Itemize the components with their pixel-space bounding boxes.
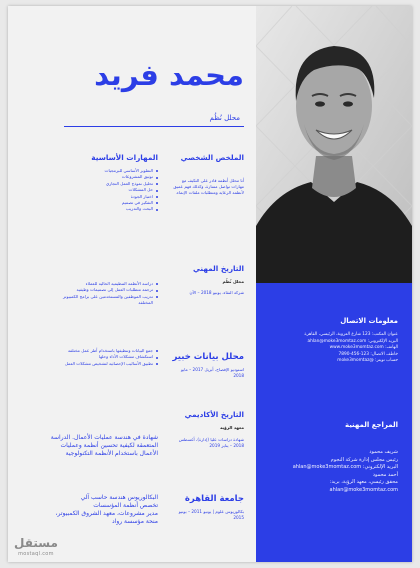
references-title: المراجع المهنية: [344, 421, 398, 429]
job2-duties: [54, 348, 158, 367]
education-dates: شهادة دراسات عليا (إدارة)، أغسطس 2018 – يناير 2019: [178, 437, 244, 448]
university-details: [50, 494, 158, 526]
duty-item: ترجمة متطلبات العمل إلى تصميمات وظيفية: [54, 287, 158, 293]
reference-line: البريد الإلكتروني: ahlan@moke3momtaz.com: [292, 464, 398, 471]
skill-item: التفكير في تصميم: [66, 200, 158, 206]
skill-item: حل المشكلات: [66, 187, 158, 193]
resume-sheet: [8, 6, 412, 562]
duty-item: استكشاف مشكلات الأداء وحلها: [54, 354, 158, 360]
duty-item: تطبيق الأساليب الإحصائية لتشخيص مشكلات العمل: [54, 361, 158, 367]
skill-item: اختبار الجودة: [66, 194, 158, 200]
contact-line: حساب تويتر: @moke3momtaz: [337, 358, 398, 364]
reference-line: ahlan@moke3momtaz.com: [329, 486, 398, 493]
education-title: التاريخ الأكاديمي: [184, 410, 244, 419]
contact-line: البريد الإلكتروني: ahlan@moke3momtaz.com: [307, 338, 398, 344]
job1-list: [54, 281, 158, 307]
profile-photo: [256, 6, 412, 283]
watermark-arabic: مستقل: [14, 536, 58, 550]
summary-text: أنا محلل أنظمة قادر على التكيف مع مهارات تواصل ممتازة، وكذلك فهم عميق لأنظمة الرعاية ومتطلبات ملفات الإنماء.: [173, 178, 244, 195]
job1-duties: [54, 281, 158, 307]
duty-item: تدريب الموظفين والمستخدمين على برامج الكمبيوتر المختلفة: [54, 294, 158, 307]
duty-item: جمع البيانات وتنظيفها باستخدام أطر عمل مختلفة: [54, 348, 158, 354]
duty-item: دراسة الأنظمة التنظيمية الحالية للعملاء: [54, 281, 158, 287]
contact-panel: [256, 283, 412, 562]
university-title: جامعة القاهرة: [184, 494, 244, 504]
contact-title: معلومات الاتصال: [340, 317, 398, 325]
university-dates: بكالوريوس علوم | يونيو 2011 – يونيو 2015: [178, 509, 244, 520]
university-description: البكالوريوس هندسة حاسب آلي تخصص أنظمة المؤسسات مدير مشروعات، معهد الشروق الكمبيوتر، منحة مؤسسة رواد: [55, 494, 158, 525]
reference-line: أحمد محمود: [372, 471, 398, 478]
skill-item: توثيق المشروعات: [66, 174, 158, 180]
contact-line: عنوان المكتب: 123 شارع العروبة، الرئيسي، القاهرة: [304, 332, 398, 337]
contact-line: الهاتف: www.moke3momtaz.com: [329, 345, 398, 351]
education-institute: معهد الرؤية: [220, 425, 244, 430]
skills-list: [66, 168, 158, 213]
references-details: [272, 449, 398, 495]
reference-line: شريف محمود: [369, 449, 398, 455]
skills-section: [66, 153, 158, 213]
job1-title: محلل نُظُم: [222, 279, 244, 284]
education-description: شهادة في هندسة عمليات الأعمال. الدراسة المتعمقة لكيفية تحسين أنظمة وعمليات الأعمال باستخدام الأنظمة التكنولوجية: [50, 434, 158, 457]
skill-item: تحليل نموذج العمل التجاري: [66, 181, 158, 187]
job2-list: [54, 348, 158, 367]
mostaql-watermark: [14, 538, 58, 560]
education-section: [170, 410, 244, 449]
candidate-name: محمد فريد: [94, 58, 244, 92]
job2-section: [170, 352, 244, 379]
contact-line: خاطف الاتصال: 123-456-7890: [338, 351, 398, 357]
watermark-url: mostaql.com: [18, 551, 54, 557]
skills-title: المهارات الأساسية: [91, 153, 158, 162]
education-details: [50, 434, 158, 458]
job2-company: استوديو الإفصاح، أبريل 2017 – مايو 2018: [180, 367, 244, 378]
reference-line: محقق رئيسي، معهد الرؤية، بريد:: [329, 479, 398, 486]
career-section: [170, 264, 244, 296]
contact-details: [272, 332, 398, 365]
skill-item: البحث والتدريب: [66, 206, 158, 212]
candidate-role: محلل نُظُم: [209, 114, 240, 122]
university-section: [170, 494, 244, 521]
job1-company: شركة النقاء، يونيو 2018 – الآن: [189, 290, 244, 295]
header-divider: [64, 126, 244, 127]
reference-line: رئيس مجلس إدارة شركة النجوم: [330, 456, 398, 463]
summary-title: الملخص الشخصي: [180, 153, 244, 162]
skill-item: التطوير الأساسي للبرمجيات: [66, 168, 158, 174]
job2-title: محلل بيانات خبير: [172, 352, 244, 362]
career-title: التاريخ المهني: [192, 264, 244, 273]
summary-section: [170, 153, 244, 196]
